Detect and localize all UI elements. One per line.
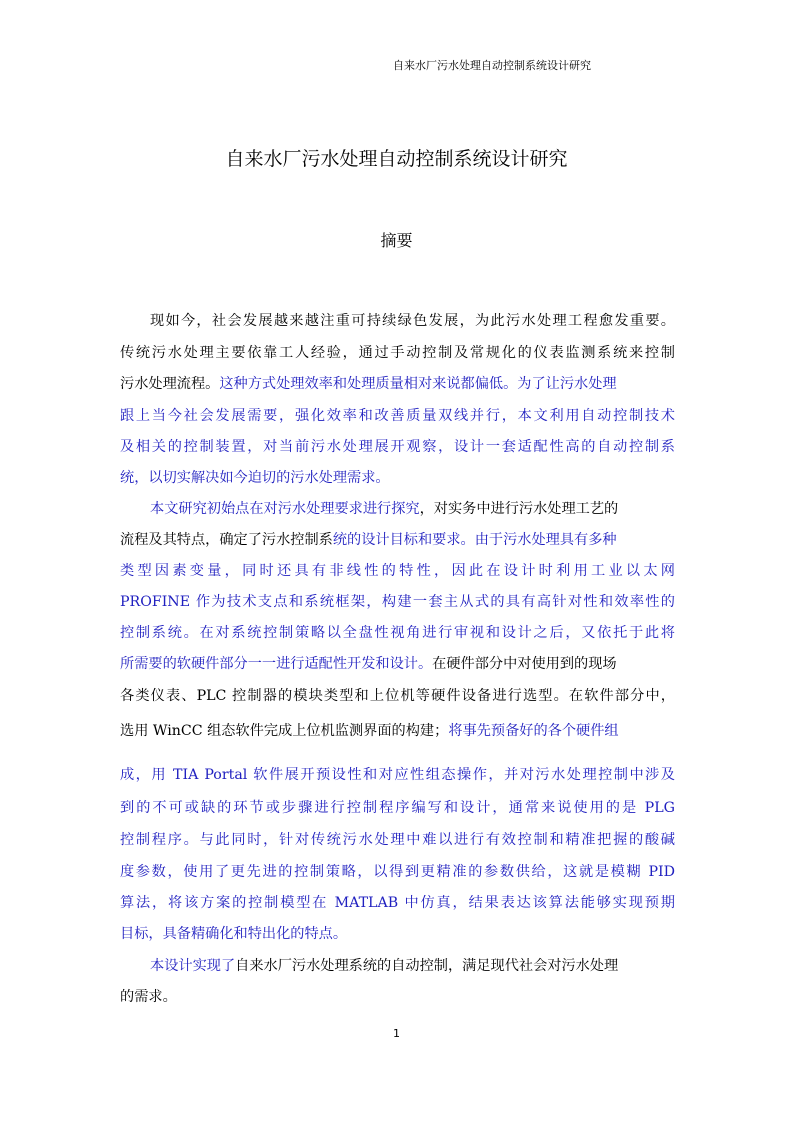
paragraph-2-line-5: 控制系统。在对系统控制策略以全盘性视角进行审视和设计之后，又依托于此将 bbox=[120, 625, 675, 641]
paragraph-1-line-4: 跟上当今社会发展需要，强化效率和改善质量双线并行，本文利用自动控制技术 bbox=[120, 408, 675, 424]
paragraph-2-line-2-black: 流程及其特点，确定了污水控制系 bbox=[120, 532, 333, 548]
paragraph-2-line-2 bbox=[120, 528, 675, 552]
page-title: 自来水厂污水处理自动控制系统设计研究 bbox=[225, 148, 568, 170]
paragraph-2-line-13: 算法，将该方案的控制模型在 MATLAB 中仿真，结果表达该算法能够实现预期 bbox=[120, 895, 675, 911]
paragraph-2-line-4: PROFINE 作为技术支点和系统框架，构建一套主从式的具有高针对性和效率性的 bbox=[120, 594, 675, 610]
paragraph-2-line-8-blue: 将事先预备好的各个硬件组 bbox=[448, 723, 619, 739]
paragraph-1-line-3 bbox=[120, 372, 675, 396]
abstract-heading: 摘要 bbox=[380, 231, 413, 250]
paragraph-1-line-2: 传统污水处理主要依靠工人经验，通过手动控制及常规化的仪表监测系统来控制 bbox=[120, 345, 675, 361]
paragraph-2-line-12: 度参数，使用了更先进的控制策略，以得到更精准的参数供给，这就是模糊 PID bbox=[120, 864, 675, 880]
paragraph-2-line-1 bbox=[150, 497, 675, 521]
paragraph-2-line-6-black: 在硬件部分中对使用到的现场 bbox=[432, 656, 617, 672]
paragraph-2-line-8-black: 选用 WinCC 组态软件完成上位机监测界面的构建； bbox=[120, 723, 449, 739]
paragraph-2-line-6-blue: 所需要的软硬件部分一一进行适配性开发和设计。 bbox=[120, 656, 433, 672]
paragraph-2-line-6 bbox=[120, 652, 675, 676]
paragraph-1-line-6: 统，以切实解决如今迫切的污水处理需求。 bbox=[120, 470, 390, 486]
paragraph-2-line-1-blue: 本文研究初始点在对污水处理要求进行探究 bbox=[150, 501, 420, 517]
paragraph-1-line-5: 及相关的控制装置，对当前污水处理展开观察，设计一套适配性高的自动控制系 bbox=[120, 439, 675, 455]
paragraph-2-line-9: 成，用 TIA Portal 软件展开预设性和对应性组态操作，并对污水处理控制中涉及 bbox=[120, 767, 675, 783]
paragraph-1-line-3-blue: 这种方式处理效率和处理质量相对来说都偏低。为了让污水处理 bbox=[219, 376, 617, 392]
paragraph-3-line-2: 的需求。 bbox=[120, 989, 177, 1005]
paragraph-3-line-1-black: 自来水厂污水处理系统的自动控制，满足现代社会对污水处理 bbox=[235, 958, 619, 974]
paragraph-2-line-7: 各类仪表、PLC 控制器的模块类型和上位机等硬件设备进行选型。在软件部分中， bbox=[120, 688, 675, 704]
page-number: 1 bbox=[393, 1027, 400, 1040]
paragraph-2-line-3: 类型因素变量，同时还具有非线性的特性，因此在设计时利用工业以太网 bbox=[120, 563, 675, 579]
paragraph-1-line-3-black: 污水处理流程。 bbox=[120, 376, 220, 392]
paragraph-2-line-2-blue: 统的设计目标和要求。由于污水处理具有多种 bbox=[332, 532, 617, 548]
running-header: 自来水厂污水处理自动控制系统设计研究 bbox=[393, 59, 591, 72]
paragraph-3-line-1 bbox=[150, 954, 675, 978]
paragraph-2-line-11: 控制程序。与此同时，针对传统污水处理中难以进行有效控制和精准把握的酸碱 bbox=[120, 832, 675, 848]
paragraph-2-line-10: 到的不可或缺的环节或步骤进行控制程序编写和设计，通常来说使用的是 PLG bbox=[120, 800, 675, 816]
paragraph-2-line-1-black: ，对实务中进行污水处理工艺的 bbox=[419, 501, 619, 517]
paragraph-2-line-8 bbox=[120, 719, 675, 743]
paragraph-2-line-14: 目标，具备精确化和特出化的特点。 bbox=[120, 926, 348, 942]
paragraph-3-line-1-blue: 本设计实现了 bbox=[150, 958, 236, 974]
paragraph-1-line-1: 现如今，社会发展越来越注重可持续绿色发展，为此污水处理工程愈发重要。 bbox=[150, 313, 675, 329]
